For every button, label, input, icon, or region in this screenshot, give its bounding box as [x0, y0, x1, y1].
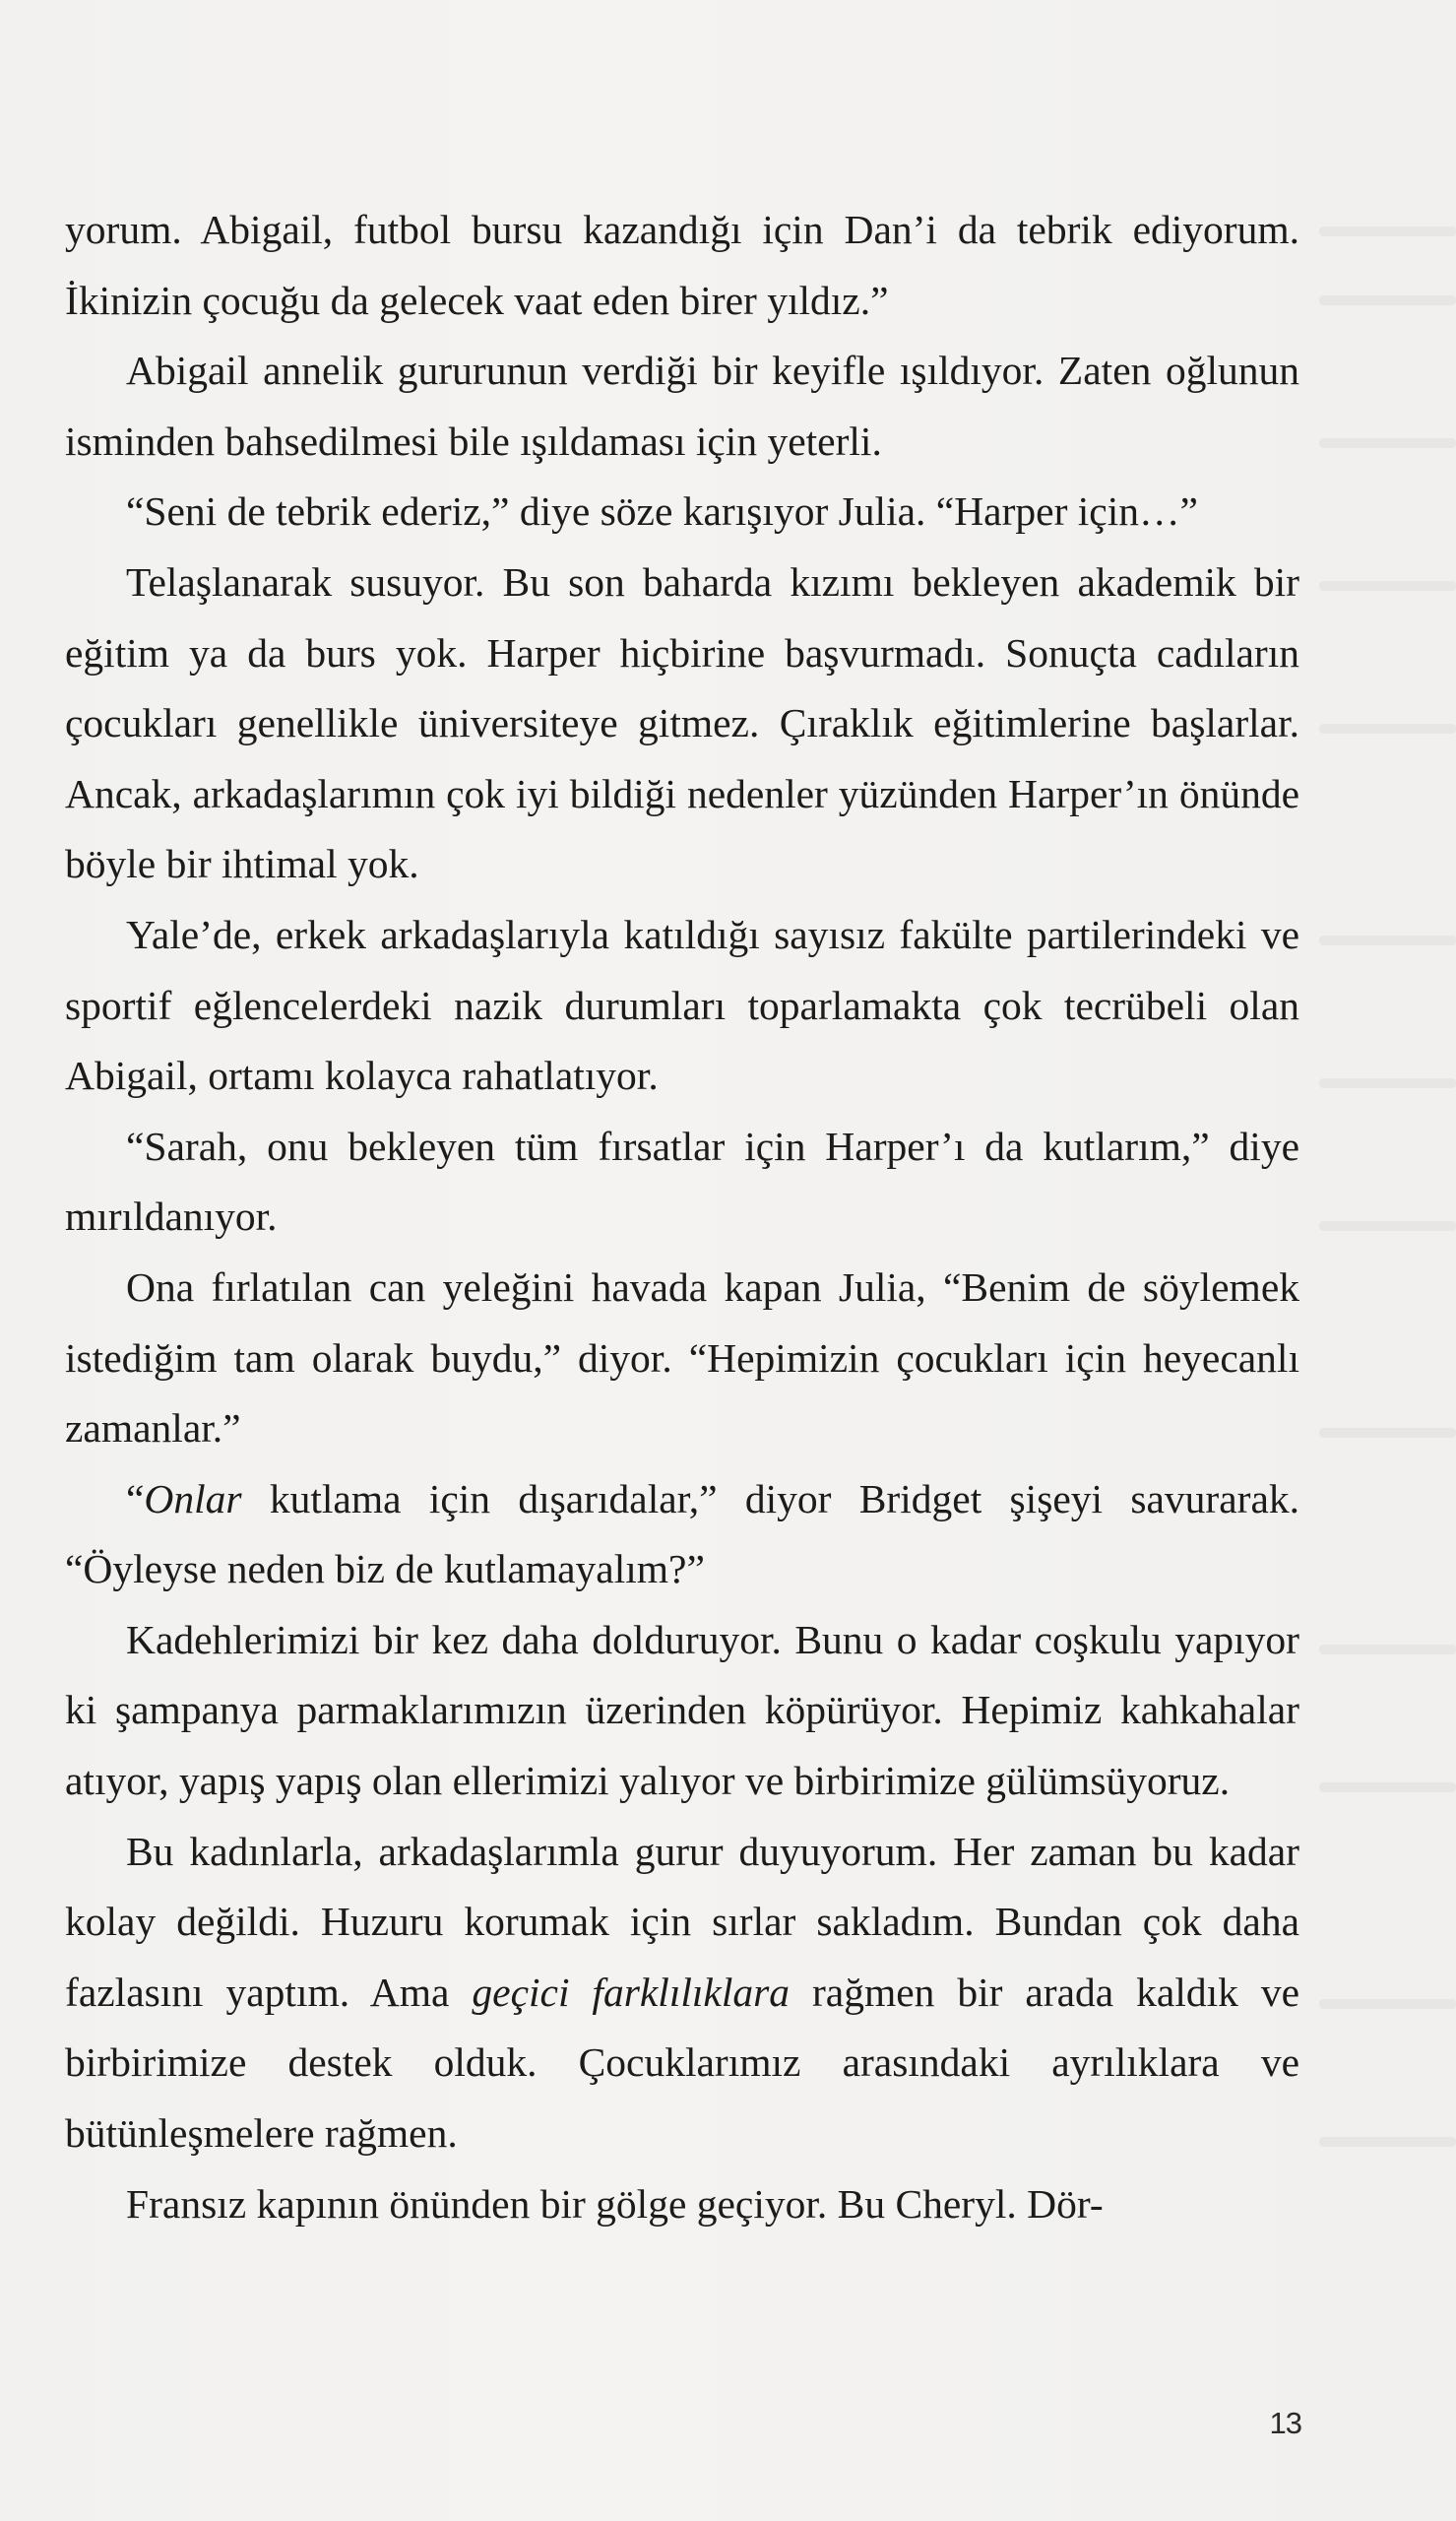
paragraph [65, 2169, 1299, 2240]
paragraph [65, 900, 1299, 1112]
text-run: “Sarah, onu bekleyen tüm fırsatlar için Harper’ı da kutlarım,” diye mırıldanıyor. [65, 1123, 1299, 1240]
paragraph [65, 1464, 1299, 1605]
text-run: Fransız kapının önünden bir gölge geçiyor. Bu Cheryl. Dör- [126, 2180, 1104, 2227]
paragraph [65, 1253, 1299, 1464]
text-run: “ [126, 1475, 145, 1521]
page-number: 13 [1269, 2406, 1301, 2440]
paragraph [65, 548, 1299, 900]
paragraph [65, 195, 1299, 336]
paragraph [65, 1112, 1299, 1253]
text-run: “Seni de tebrik ederiz,” diye söze karışıyor Julia. “Harper için…” [126, 488, 1198, 535]
text-run: kutlama için dışarıdalar,” diyor Bridget şişeyi savurarak. “Öyleyse neden biz de kutlamayalım?” [65, 1475, 1299, 1592]
text-run: Kadehlerimizi bir kez daha dolduruyor. Bunu o kadar coşkulu yapıyor ki şampanya parmaklarımızın üzerinden köpürüyor. Hepimiz kahkahalar atıyor, yapış yapış olan ellerimizi yalıyor ve birbirimize gülümsüyoruz. [65, 1616, 1299, 1804]
paragraph [65, 336, 1299, 477]
paragraph [65, 1817, 1299, 2169]
text-run: Bu kadınlarla, arkadaşlarımla gurur duyuyorum. Her zaman bu kadar kolay değildi. Huzuru korumak için sırlar sakladım. Bundan çok daha fazlasını yaptım. Ama [65, 1828, 1299, 2015]
text-run: yorum. Abigail, futbol bursu kazandığı için Dan’i da tebrik ediyorum. İkinizin çocuğu da gelecek vaat eden birer yıldız.” [65, 207, 1299, 323]
paragraph [65, 477, 1299, 548]
text-run: Yale’de, erkek arkadaşlarıyla katıldığı sayısız fakülte partilerindeki ve sportif eğlencelerdeki nazik durumları toparlamakta çok tecrübeli olan Abigail, ortamı kolayca rahatlatıyor. [65, 911, 1299, 1099]
italic-text-run: geçici farklılıklara [472, 1969, 791, 2015]
text-run: Abigail annelik gururunun verdiği bir keyifle ışıldıyor. Zaten oğlunun isminden bahsedilmesi bile ışıldaması için yeterli. [65, 348, 1299, 464]
text-run: Ona fırlatılan can yeleğini havada kapan Julia, “Benim de söylemek istediğim tam olarak buydu,” diyor. “Hepimizin çocukları için heyecanlı zamanlar.” [65, 1263, 1299, 1452]
italic-text-run: Onlar [144, 1475, 242, 1521]
text-run: rağmen bir arada kaldık ve birbirimize destek olduk. Çocuklarımız arasındaki ayrılıklara ve bütünleşmelere rağmen. [65, 1969, 1299, 2157]
text-run: Telaşlanarak susuyor. Bu son baharda kızımı bekleyen akademik bir eğitim ya da burs yok. Harper hiçbirine başvurmadı. Sonuçta cadıların çocukları genellikle üniversiteye gitmez. Çıraklık eğitimlerine başlarlar. Ancak, arkadaşlarımın çok iyi bildiği nedenler yüzünden Harper’ın önünde böyle bir ihtimal yok. [65, 558, 1299, 887]
body-text [65, 195, 1299, 2239]
paragraph [65, 1605, 1299, 1817]
